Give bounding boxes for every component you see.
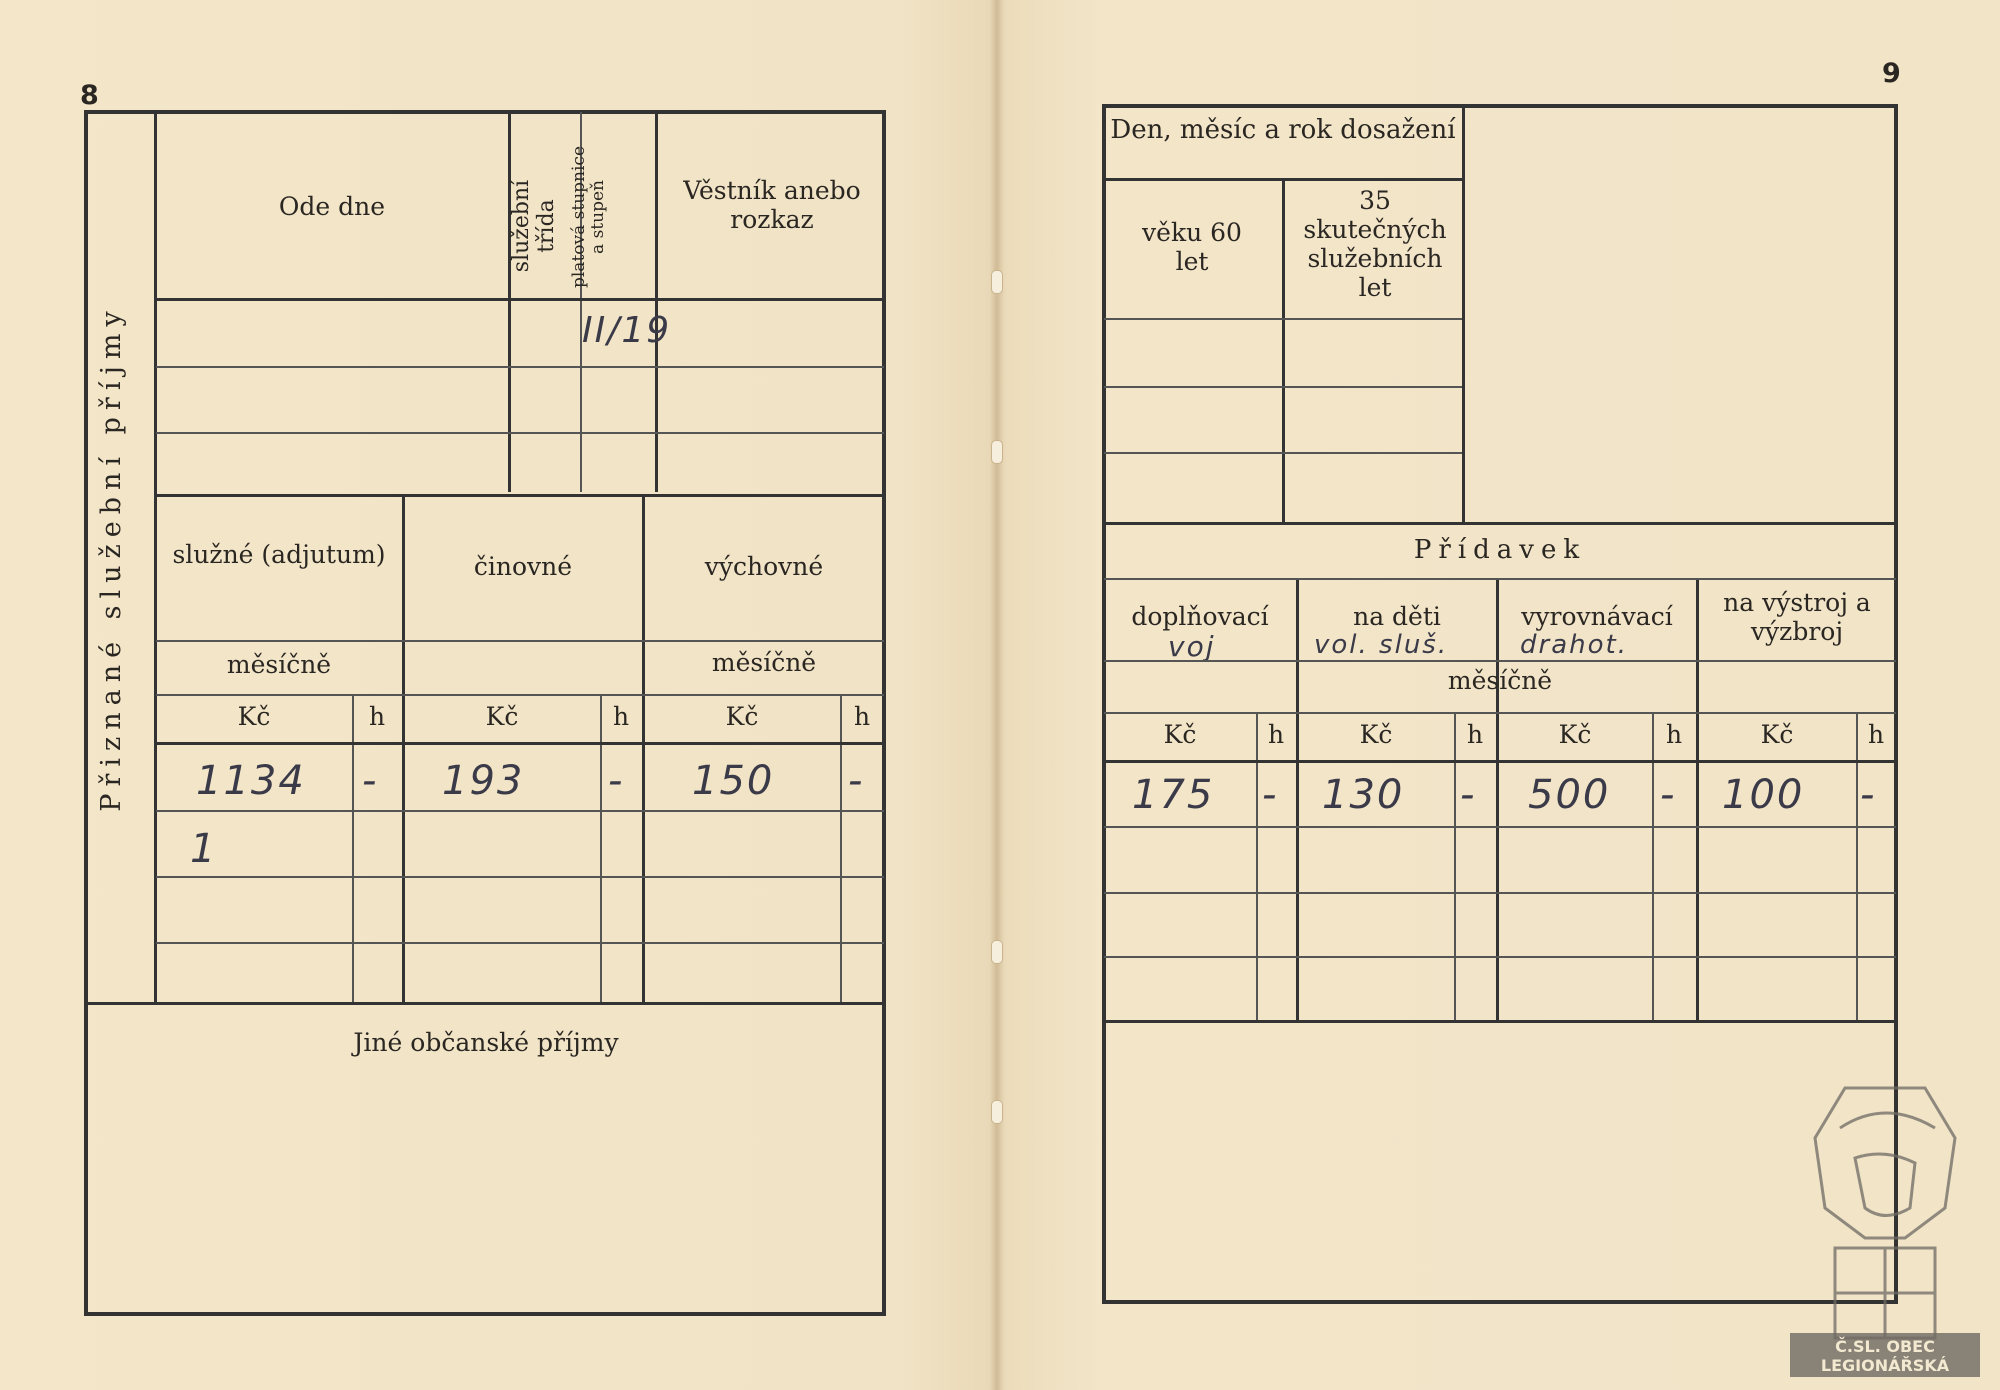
section-divider	[1104, 522, 1896, 525]
allowance-title: Přídavek	[1413, 535, 1587, 565]
note-children: vol. sluš.	[1314, 630, 1449, 660]
row-divider	[156, 366, 884, 368]
header-children: na děti	[1353, 602, 1441, 631]
col-divider	[1696, 580, 1699, 1020]
row-divider	[156, 694, 884, 696]
row-divider	[1104, 760, 1896, 763]
header-supplementary: doplňovací	[1131, 602, 1269, 631]
currency-h: h	[1867, 720, 1885, 749]
book-spine	[990, 0, 1004, 1390]
row-divider	[1104, 826, 1896, 828]
row-divider	[1104, 578, 1896, 580]
row-divider	[156, 876, 884, 878]
currency-h: h	[853, 702, 871, 731]
page-number-right: 9	[1882, 58, 1901, 89]
header-official: činovné	[473, 552, 573, 581]
handwritten-pay-grade: II/19	[582, 310, 672, 351]
row-divider	[1104, 386, 1462, 388]
monthly-label: měsíčně	[1447, 666, 1553, 695]
other-income-label: Jiné občanské příjmy	[353, 1028, 619, 1057]
binding-stitch	[991, 1100, 1003, 1124]
value-equalizing-h: -	[1660, 772, 1677, 818]
header-date-reached: Den, měsíc a rok dosažení	[1110, 115, 1456, 145]
row-divider	[1104, 892, 1896, 894]
value-equalizing-kc: 500	[1528, 772, 1611, 818]
currency-h: h	[612, 702, 630, 731]
row-divider	[156, 742, 884, 745]
value-children-kc: 130	[1322, 772, 1405, 818]
note-equalizing: drahot.	[1520, 630, 1628, 660]
header-educational: výchovné	[704, 552, 824, 581]
header-service-class: služební třída	[509, 179, 559, 273]
col-divider	[1282, 180, 1285, 522]
row-divider	[1104, 318, 1462, 320]
currency-h: h	[1267, 720, 1285, 749]
header-pay-grade: platová stupnice a stupeň	[569, 145, 608, 289]
col-divider	[1462, 106, 1465, 522]
currency-kc: Kč	[485, 702, 519, 731]
value-equipment-h: -	[1860, 772, 1877, 818]
section-divider	[86, 1002, 884, 1005]
row-divider	[156, 298, 884, 301]
row-divider	[1104, 956, 1896, 958]
value-educational-h: -	[848, 758, 865, 804]
soldier-emblem-icon	[1785, 1068, 1985, 1378]
monthly-label: měsíčně	[711, 648, 817, 677]
col-divider	[1496, 580, 1499, 1020]
col-divider	[642, 496, 645, 1002]
row-divider	[1104, 712, 1896, 714]
currency-kc: Kč	[1359, 720, 1393, 749]
monthly-label: měsíčně	[226, 650, 332, 679]
binding-stitch	[991, 940, 1003, 964]
row-divider	[156, 432, 884, 434]
row-divider	[1104, 660, 1896, 662]
page-number-left: 8	[80, 80, 99, 111]
value-salary-h: -	[362, 758, 379, 804]
currency-kc: Kč	[1163, 720, 1197, 749]
right-table-frame	[1102, 104, 1898, 1304]
value-official-h: -	[608, 758, 625, 804]
value-children-h: -	[1460, 772, 1477, 818]
col-divider	[402, 496, 405, 1002]
header-equipment: na výstroj a výzbroj	[1723, 588, 1871, 646]
header-35-years: 35 skutečných služebních let	[1303, 186, 1447, 302]
row-divider	[156, 640, 884, 642]
currency-h: h	[1665, 720, 1683, 749]
binding-stitch	[991, 440, 1003, 464]
value-salary-kc-extra: 1	[190, 826, 218, 872]
currency-kc: Kč	[1558, 720, 1592, 749]
currency-kc: Kč	[237, 702, 271, 731]
section-divider	[1104, 1020, 1896, 1023]
section-divider	[156, 494, 884, 497]
currency-h: h	[368, 702, 386, 731]
value-educational-kc: 150	[692, 758, 775, 804]
col-divider	[1296, 580, 1299, 1020]
header-equalizing: vyrovnávací	[1521, 602, 1673, 631]
header-from-date: Ode dne	[278, 192, 386, 221]
note-supplementary: voj	[1168, 630, 1216, 663]
currency-kc: Kč	[725, 702, 759, 731]
side-divider	[154, 112, 157, 1002]
header-age-60: věku 60 let	[1142, 218, 1242, 276]
binding-stitch	[991, 270, 1003, 294]
row-divider	[156, 942, 884, 944]
header-salary: služné (adjutum)	[172, 540, 386, 569]
row-divider	[156, 810, 884, 812]
row-divider	[1104, 452, 1462, 454]
header-gazette: Věstník anebo rozkaz	[683, 176, 861, 234]
value-official-kc: 193	[442, 758, 525, 804]
value-supplementary-h: -	[1262, 772, 1279, 818]
legion-logo-watermark	[1785, 1068, 1985, 1378]
value-supplementary-kc: 175	[1132, 772, 1215, 818]
value-equipment-kc: 100	[1722, 772, 1805, 818]
value-salary-kc: 1134	[196, 758, 306, 804]
logo-line1: Č.SL. OBEC	[1835, 1337, 1935, 1356]
currency-h: h	[1466, 720, 1484, 749]
logo-line2: LEGIONÁŘSKÁ	[1820, 1356, 1950, 1375]
currency-kc: Kč	[1760, 720, 1794, 749]
side-title: Přiznané služební příjmy	[96, 304, 127, 812]
